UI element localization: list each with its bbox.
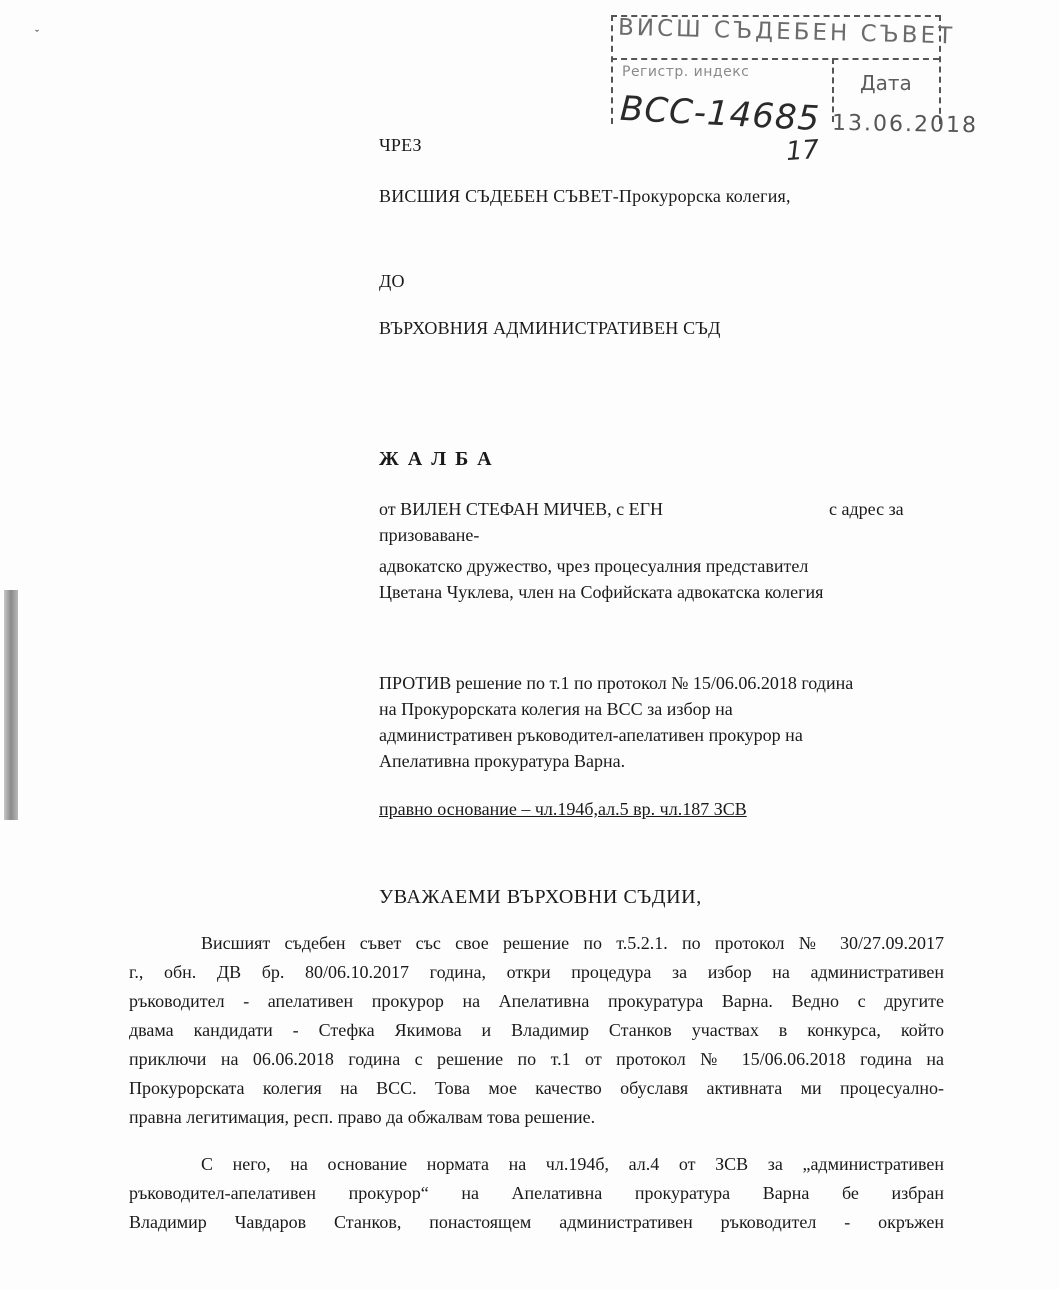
paragraph-2-line-3: Владимир Чавдаров Станков, понастоящем административен ръководител - окръжен [129,1212,944,1232]
from-line-2: призоваване- [379,525,480,545]
against-line-2: на Прокурорската колегия на ВСС за избор на [379,699,733,719]
against-line-1: ПРОТИВ решение по т.1 по протокол № 15/06.06.2018 година [379,673,854,693]
paragraph-1-line-4: двама кандидати - Стефка Якимова и Владимир Станков участвах в конкурса, който [129,1020,944,1040]
document-title: ЖАЛБА [379,448,501,470]
scan-speck: ˇ [35,27,39,41]
against-line-4: Апелативна прокуратура Варна. [379,751,626,771]
via-label: ЧРЕЗ [379,135,422,155]
from-line-1: от ВИЛЕН СТЕФАН МИЧЕВ, с ЕГН [379,499,664,519]
scan-edge-shadow [4,590,18,820]
stamp-registry-label: Регистр. индекс [622,64,750,80]
from-line-3: адвокатско дружество, чрез процесуалния представител [379,556,809,576]
paragraph-1-line-5: приключи на 06.06.2018 година с решение по т.1 от протокол № 15/06.06.2018 година на [129,1049,944,1069]
stamp-sub-number: 17 [784,134,821,168]
paragraph-1-line-6: Прокурорската колегия на ВСС. Това мое качество обуславя активната ми процесуално- [129,1078,944,1098]
paragraph-1-line-1: Висшият съдебен съвет със свое решение по т.5.2.1. по протокол № 30/27.09.2017 [201,933,944,953]
paragraph-1-line-3: ръководител - апелативен прокурор на Апелативна прокуратура Варна. Ведно с другите [129,991,944,1011]
from-line-1-end: с адрес за [829,499,904,519]
stamp-date-label: Дата [860,71,912,95]
paragraph-1-line-2: г., обн. ДВ бр. 80/06.10.2017 година, откри процедура за избор на административен [129,962,944,982]
stamp-registry-date: 13.06.2018 [831,110,979,139]
stamp-institution: ВИСШ СЪДЕБЕН СЪВЕТ [617,14,956,50]
salutation: УВАЖАЕМИ ВЪРХОВНИ СЪДИИ, [379,886,702,908]
legal-basis: правно основание – чл.194б,ал.5 вр. чл.187 ЗСВ [379,799,747,819]
against-line-3: административен ръководител-апелативен прокурор на [379,725,803,745]
paragraph-1-line-7: правна легитимация, респ. право да обжалвам това решение. [129,1107,596,1127]
to-body: ВЪРХОВНИЯ АДМИНИСТРАТИВЕН СЪД [379,318,721,338]
paragraph-2-line-1: С него, на основание нормата на чл.194б, ал.4 от ЗСВ за „административен [201,1154,944,1174]
from-line-4: Цветана Чуклева, член на Софийската адвокатска колегия [379,582,824,602]
via-body: ВИСШИЯ СЪДЕБЕН СЪВЕТ-Прокурорска колегия, [379,186,791,206]
stamp-registry-number: ВСС-14685 [619,88,822,140]
paragraph-2-line-2: ръководител-апелативен прокурор“ на Апелативна прокуратура Варна бе избран [129,1183,944,1203]
stamp-divider [611,58,939,60]
to-label: ДО [379,271,405,291]
